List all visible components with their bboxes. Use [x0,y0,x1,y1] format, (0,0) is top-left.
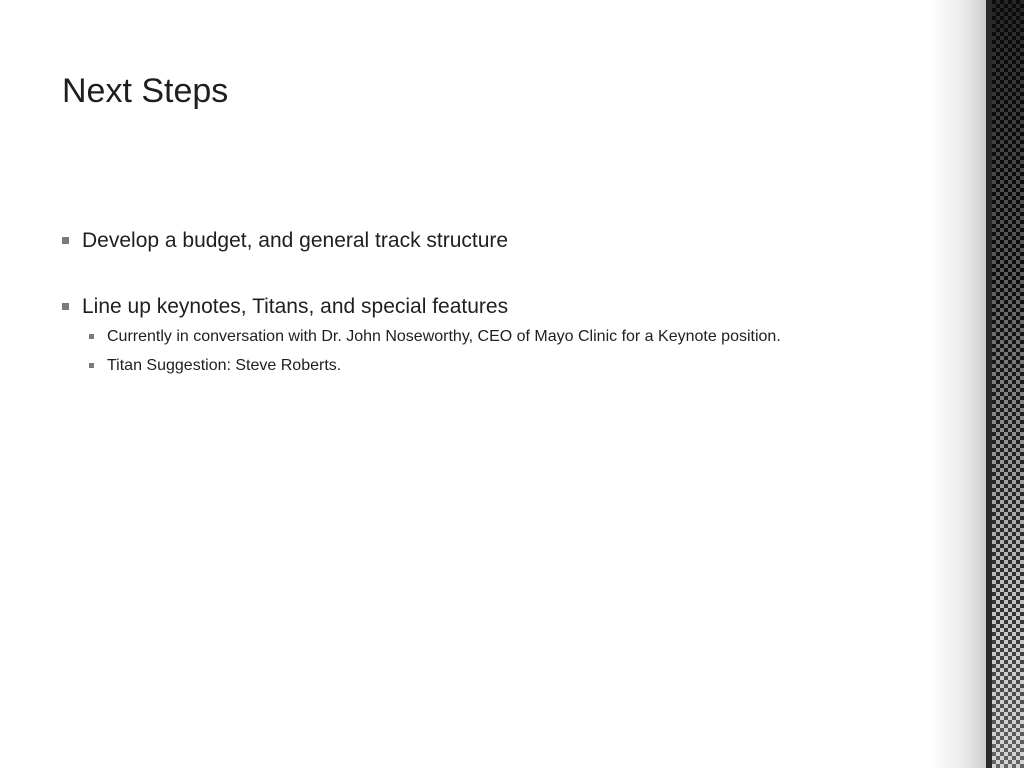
square-bullet-icon [89,363,94,368]
square-bullet-icon [89,334,94,339]
square-bullet-icon [62,237,69,244]
sub-bullet-item-titan [62,356,922,376]
bullet-item-keynotes [62,292,922,322]
square-bullet-icon [62,303,69,310]
bullet-text: Line up keynotes, Titans, and special features [82,295,509,318]
edge-shade-decoration [930,0,990,768]
sub-bullet-text: Titan Suggestion: Steve Roberts. [107,357,342,374]
bullet-text: Develop a budget, and general track structure [82,229,509,252]
slide-title: Next Steps [62,72,229,110]
bullet-list [62,226,922,376]
sub-bullet-item-noseworthy [62,327,922,347]
bullet-item-budget [62,226,922,256]
checker-strip-fade [992,0,1024,768]
sub-bullet-text: Currently in conversation with Dr. John Noseworthy, CEO of Mayo Clinic for a Keynote position. [107,328,781,345]
